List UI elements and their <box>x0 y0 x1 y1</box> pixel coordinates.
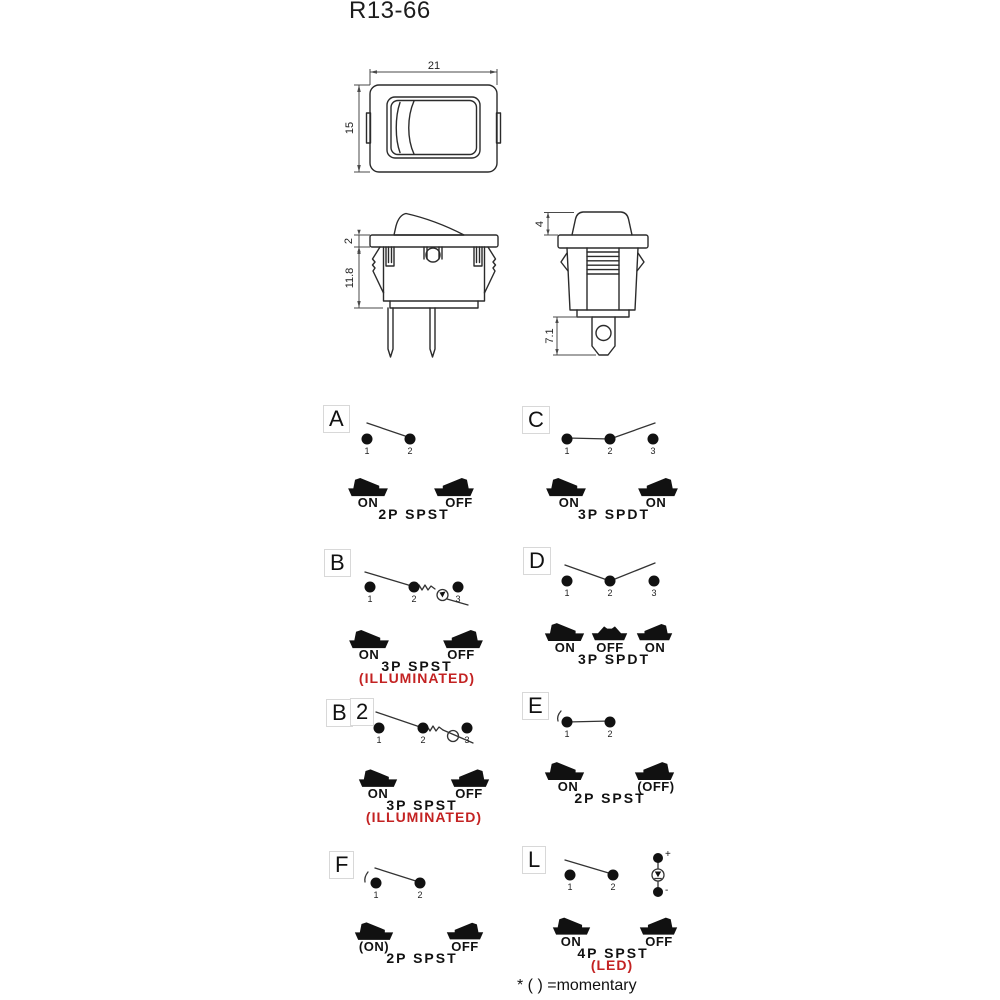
section-subcaption: (ILLUMINATED) <box>365 809 483 825</box>
schematic-d <box>513 543 713 605</box>
terminal-dot <box>648 434 659 445</box>
led-positive-dot <box>653 853 663 863</box>
terminal-dot <box>374 723 385 734</box>
position-label: ON <box>644 640 666 655</box>
position-label: ON <box>645 495 667 510</box>
led-minus-label: - <box>665 885 669 896</box>
position-label: ON <box>367 786 389 801</box>
section-letter: F <box>329 851 354 879</box>
position-label: ON <box>357 495 379 510</box>
schematic-c <box>513 398 713 460</box>
terminal-dot <box>365 582 376 593</box>
dim-terminal-label: 7.1 <box>544 328 556 344</box>
section-caption: 2P SPST <box>378 506 450 522</box>
position-label: ON <box>558 495 580 510</box>
position-label: OFF <box>645 934 673 949</box>
side-view-drawing <box>340 200 525 365</box>
terminal-number: 1 <box>376 735 382 745</box>
schematic-l <box>508 840 708 902</box>
schematic-f <box>310 845 510 907</box>
section-letter: B <box>326 699 353 727</box>
dim-width-label: 21 <box>427 60 441 72</box>
terminal-number: 2 <box>407 446 413 456</box>
terminal-number: 2 <box>607 729 613 739</box>
terminal-dot <box>562 717 573 728</box>
momentary-arc-icon <box>365 872 368 882</box>
section-caption: 3P SPDT <box>577 651 651 667</box>
terminal-number: 2 <box>607 588 613 598</box>
section-subcaption: (LED) <box>590 957 634 973</box>
terminal-dot <box>649 576 660 587</box>
terminal-number: 2 <box>411 594 417 604</box>
terminal-number: 1 <box>367 594 373 604</box>
position-label: ON <box>560 934 582 949</box>
terminal-number: 3 <box>650 446 656 456</box>
terminal-number: 3 <box>464 735 470 745</box>
terminal-dot <box>409 582 420 593</box>
terminal-number: 1 <box>564 729 570 739</box>
terminal-dot <box>562 434 573 445</box>
section-subcaption: (ILLUMINATED) <box>358 670 476 686</box>
terminal-dot <box>405 434 416 445</box>
terminal-dot <box>565 870 576 881</box>
section-letter: L <box>522 846 546 874</box>
section-caption: 3P SPST <box>386 797 458 813</box>
terminal-number: 3 <box>651 588 657 598</box>
terminal-number: 2 <box>417 890 423 900</box>
circuit-section-b2 <box>310 694 510 836</box>
terminal-number: 2 <box>610 882 616 892</box>
position-label: ON <box>358 647 380 662</box>
section-caption: 3P SPST <box>381 658 453 674</box>
dim-height-label: 15 <box>344 121 356 135</box>
terminal-dot <box>462 723 473 734</box>
section-letter: E <box>522 692 549 720</box>
terminal-number: 2 <box>607 446 613 456</box>
switch-blade <box>567 721 610 722</box>
terminal-number: 2 <box>420 735 426 745</box>
position-label: (ON) <box>358 939 390 954</box>
position-label: OFF <box>445 495 473 510</box>
terminal-number: 3 <box>455 594 461 604</box>
switch-front-outline <box>367 85 501 172</box>
circuit-section-a <box>310 398 510 540</box>
circuit-section-e <box>508 690 708 832</box>
momentary-note: * ( ) =momentary <box>517 977 637 994</box>
terminal-number: 1 <box>373 890 379 900</box>
section-caption: 2P SPST <box>574 790 646 806</box>
section-caption: 4P SPST <box>577 945 649 961</box>
section-letter: D <box>523 547 551 575</box>
terminal-number: 1 <box>564 446 570 456</box>
terminal-dot <box>418 723 429 734</box>
section-letter: B <box>324 549 351 577</box>
switch-end-outline <box>558 212 648 355</box>
switch-side-outline <box>370 214 498 358</box>
momentary-arc-icon <box>558 711 561 721</box>
led-negative-dot <box>653 887 663 897</box>
terminal-dot <box>605 434 616 445</box>
terminal-dot <box>415 878 426 889</box>
circuit-section-b <box>310 545 510 687</box>
section-caption: 3P SPDT <box>577 506 651 522</box>
position-label: OFF <box>596 640 624 655</box>
position-label: ON <box>554 640 576 655</box>
section-letter: C <box>522 406 550 434</box>
position-label: ON <box>557 779 579 794</box>
position-label: OFF <box>451 939 479 954</box>
dim-rocker-label: 4 <box>534 220 546 228</box>
position-label: OFF <box>455 786 483 801</box>
dim-depth-label: 11.8 <box>344 267 356 289</box>
switch-blade <box>375 868 419 882</box>
circuit-section-d <box>513 543 713 685</box>
led-plus-label: + <box>665 849 671 860</box>
dim-flange-label: 2 <box>343 237 355 245</box>
position-label: (OFF) <box>637 779 675 794</box>
schematic-b2 <box>310 694 510 754</box>
schematic-a <box>310 398 510 460</box>
schematic-b <box>310 545 510 611</box>
position-label: OFF <box>447 647 475 662</box>
terminal-number: 1 <box>564 588 570 598</box>
terminal-dot <box>362 434 373 445</box>
circuit-section-f <box>310 845 510 987</box>
section-caption: 2P SPST <box>386 950 458 966</box>
page-title: R13-66 <box>349 0 431 24</box>
terminal-dot <box>371 878 382 889</box>
terminal-number: 1 <box>567 882 573 892</box>
terminal-dot <box>453 582 464 593</box>
side-dimension-lines <box>354 230 383 308</box>
terminal-number: 1 <box>364 446 370 456</box>
terminal-dot <box>562 576 573 587</box>
section-letter: A <box>323 405 350 433</box>
terminal-dot <box>608 870 619 881</box>
circuit-section-l <box>508 840 708 982</box>
terminal-dot <box>605 717 616 728</box>
switch-blade <box>367 423 411 438</box>
section-variant: 2 <box>350 698 374 726</box>
front-view-drawing <box>340 55 520 190</box>
circuit-section-c <box>513 398 713 540</box>
terminal-dot <box>605 576 616 587</box>
schematic-e <box>508 690 708 748</box>
